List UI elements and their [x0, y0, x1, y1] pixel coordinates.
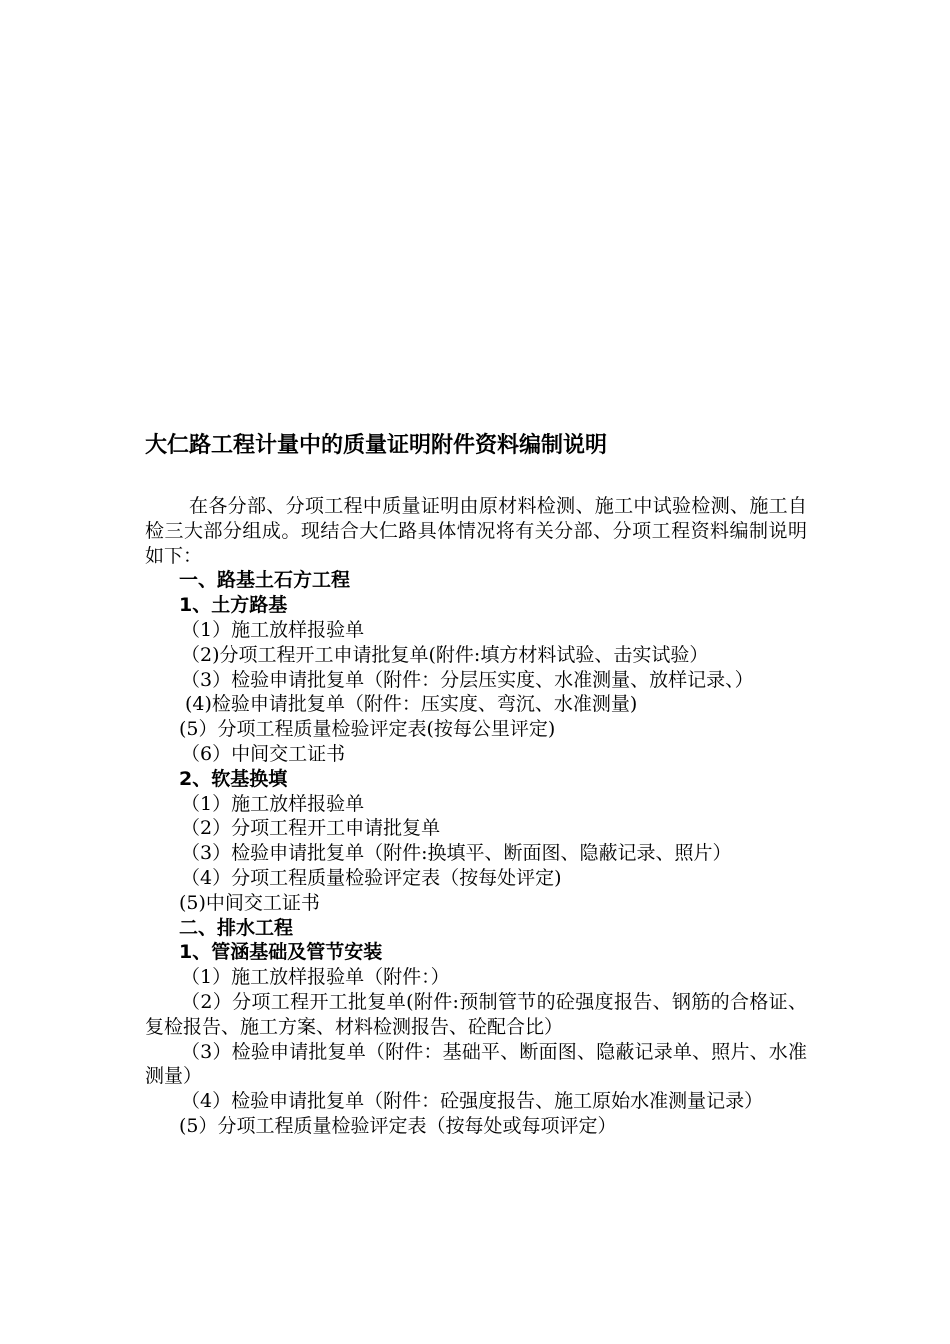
section-heading-roadbed: 一、路基土石方工程	[179, 569, 351, 592]
list-item: （3）检验申请批复单（附件：分层压实度、水准测量、放样记录、）	[181, 668, 754, 691]
list-item: （2）分项工程开工申请批复单	[181, 817, 441, 840]
list-item: （6）中间交工证书	[181, 742, 346, 765]
intro-paragraph: 在各分部、分项工程中质量证明由原材料检测、施工中试验检测、施工自检三大部分组成。现结合大仁路具体情况将有关分部、分项工程资料编制说明如下：	[145, 495, 807, 567]
subsection-heading-earth-roadbed: 1、土方路基	[179, 594, 288, 617]
list-item: （1）施工放样报验单（附件：）	[181, 966, 450, 989]
list-item: （3）检验申请批复单（附件：基础平、断面图、隐蔽记录单、照片、水准测量）	[145, 1040, 807, 1088]
list-item: （1）施工放样报验单	[181, 792, 365, 815]
list-item: （2）分项工程开工批复单(附件:预制管节的砼强度报告、钢筋的合格证、复检报告、施工方案、材料检测报告、砼配合比）	[145, 990, 807, 1038]
list-item: （3）检验申请批复单（附件:换填平、断面图、隐蔽记录、照片）	[181, 842, 732, 865]
list-item: (5)中间交工证书	[179, 891, 320, 914]
list-item: （4）分项工程质量检验评定表（按每处评定)	[181, 866, 562, 889]
list-item: (4)检验申请批复单（附件：压实度、弯沉、水准测量)	[185, 693, 638, 716]
list-item: (5）分项工程质量检验评定表（按每处或每项评定）	[179, 1114, 617, 1137]
subsection-heading-soft-foundation: 2、软基换填	[179, 767, 288, 790]
section-heading-drainage: 二、排水工程	[179, 916, 294, 939]
document-body	[145, 494, 807, 1139]
list-item: (5）分项工程质量检验评定表(按每公里评定)	[179, 718, 556, 741]
subsection-heading-culvert: 1、管涵基础及管节安装	[179, 941, 383, 964]
list-item: （2)分项工程开工申请批复单(附件:填方材料试验、击实试验）	[181, 643, 709, 666]
list-item: （4）检验申请批复单（附件：砼强度报告、施工原始水准测量记录）	[181, 1090, 764, 1113]
document-title: 大仁路工程计量中的质量证明附件资料编制说明	[145, 433, 608, 458]
list-item: （1）施工放样报验单	[181, 618, 365, 641]
